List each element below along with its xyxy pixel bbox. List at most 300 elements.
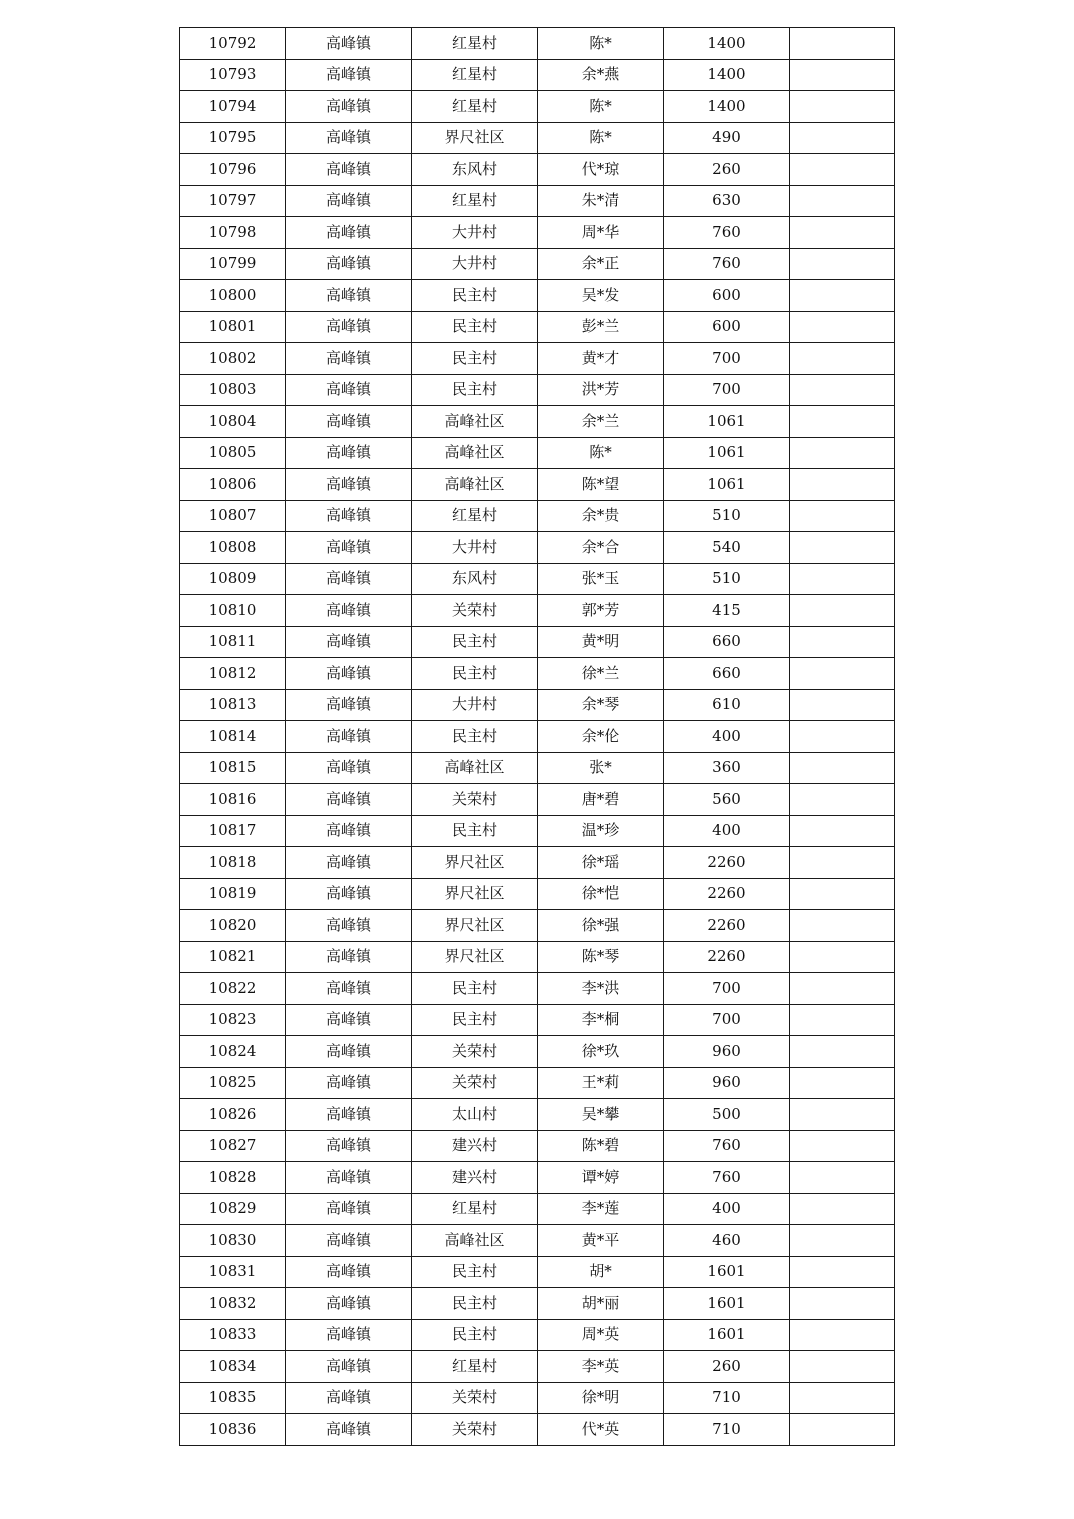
town-cell: 高峰镇 [286,752,412,784]
name-cell: 徐*恺 [538,878,664,910]
amount-cell: 1400 [664,59,790,91]
note-cell [790,248,895,280]
note-cell [790,847,895,879]
table-row [180,248,895,280]
town-cell: 高峰镇 [286,658,412,690]
note-cell [790,941,895,973]
note-cell [790,154,895,186]
table-row [180,658,895,690]
table-row [180,437,895,469]
name-cell: 李*莲 [538,1193,664,1225]
name-cell: 陈*琴 [538,941,664,973]
record-number-cell: 10817 [180,815,286,847]
village-cell: 高峰社区 [412,1225,538,1257]
note-cell [790,689,895,721]
town-cell: 高峰镇 [286,1382,412,1414]
record-number-cell: 10827 [180,1130,286,1162]
note-cell [790,185,895,217]
table-row [180,910,895,942]
town-cell: 高峰镇 [286,847,412,879]
amount-cell: 1061 [664,406,790,438]
amount-cell: 510 [664,500,790,532]
record-number-cell: 10832 [180,1288,286,1320]
note-cell [790,374,895,406]
name-cell: 徐*明 [538,1382,664,1414]
table-row [180,689,895,721]
name-cell: 余*贵 [538,500,664,532]
name-cell: 吴*攀 [538,1099,664,1131]
note-cell [790,1288,895,1320]
note-cell [790,1382,895,1414]
note-cell [790,532,895,564]
table-row [180,1288,895,1320]
record-number-cell: 10829 [180,1193,286,1225]
amount-cell: 1601 [664,1319,790,1351]
note-cell [790,91,895,123]
amount-cell: 2260 [664,847,790,879]
table-row [180,1256,895,1288]
name-cell: 代*英 [538,1414,664,1446]
amount-cell: 260 [664,154,790,186]
record-number-cell: 10798 [180,217,286,249]
note-cell [790,1351,895,1383]
town-cell: 高峰镇 [286,1130,412,1162]
amount-cell: 1061 [664,469,790,501]
amount-cell: 2260 [664,910,790,942]
village-cell: 东风村 [412,154,538,186]
name-cell: 余*兰 [538,406,664,438]
name-cell: 郭*芳 [538,595,664,627]
note-cell [790,973,895,1005]
amount-cell: 600 [664,311,790,343]
amount-cell: 1400 [664,91,790,123]
record-number-cell: 10807 [180,500,286,532]
name-cell: 李*英 [538,1351,664,1383]
village-cell: 关荣村 [412,1067,538,1099]
name-cell: 黄*明 [538,626,664,658]
note-cell [790,1036,895,1068]
record-number-cell: 10826 [180,1099,286,1131]
table-row [180,1099,895,1131]
amount-cell: 960 [664,1036,790,1068]
record-number-cell: 10803 [180,374,286,406]
village-cell: 关荣村 [412,595,538,627]
name-cell: 徐*兰 [538,658,664,690]
record-number-cell: 10792 [180,28,286,60]
record-number-cell: 10794 [180,91,286,123]
town-cell: 高峰镇 [286,1319,412,1351]
record-number-cell: 10823 [180,1004,286,1036]
name-cell: 朱*清 [538,185,664,217]
note-cell [790,28,895,60]
amount-cell: 510 [664,563,790,595]
record-number-cell: 10795 [180,122,286,154]
town-cell: 高峰镇 [286,1193,412,1225]
name-cell: 余*伦 [538,721,664,753]
village-cell: 大井村 [412,689,538,721]
table-row [180,91,895,123]
village-cell: 民主村 [412,1319,538,1351]
record-number-cell: 10821 [180,941,286,973]
name-cell: 李*洪 [538,973,664,1005]
name-cell: 王*莉 [538,1067,664,1099]
record-number-cell: 10828 [180,1162,286,1194]
table-row [180,217,895,249]
record-number-cell: 10819 [180,878,286,910]
note-cell [790,311,895,343]
record-number-cell: 10800 [180,280,286,312]
town-cell: 高峰镇 [286,311,412,343]
town-cell: 高峰镇 [286,1225,412,1257]
note-cell [790,721,895,753]
table-row [180,154,895,186]
table-row [180,626,895,658]
note-cell [790,784,895,816]
name-cell: 唐*碧 [538,784,664,816]
record-number-cell: 10796 [180,154,286,186]
town-cell: 高峰镇 [286,1256,412,1288]
amount-cell: 400 [664,815,790,847]
town-cell: 高峰镇 [286,532,412,564]
table-row [180,1067,895,1099]
table-row [180,343,895,375]
record-number-cell: 10830 [180,1225,286,1257]
name-cell: 黄*平 [538,1225,664,1257]
amount-cell: 500 [664,1099,790,1131]
table-row [180,973,895,1005]
village-cell: 关荣村 [412,1382,538,1414]
amount-cell: 760 [664,1162,790,1194]
table-row [180,721,895,753]
record-number-cell: 10818 [180,847,286,879]
name-cell: 徐*瑶 [538,847,664,879]
amount-cell: 610 [664,689,790,721]
name-cell: 陈*望 [538,469,664,501]
village-cell: 建兴村 [412,1162,538,1194]
note-cell [790,1162,895,1194]
village-cell: 界尺社区 [412,122,538,154]
record-number-cell: 10820 [180,910,286,942]
record-number-cell: 10810 [180,595,286,627]
table-row [180,1193,895,1225]
record-number-cell: 10813 [180,689,286,721]
table-row [180,406,895,438]
village-cell: 关荣村 [412,1036,538,1068]
town-cell: 高峰镇 [286,248,412,280]
table-row [180,1130,895,1162]
note-cell [790,658,895,690]
town-cell: 高峰镇 [286,28,412,60]
village-cell: 界尺社区 [412,878,538,910]
village-cell: 大井村 [412,248,538,280]
village-cell: 红星村 [412,28,538,60]
name-cell: 吴*发 [538,280,664,312]
town-cell: 高峰镇 [286,154,412,186]
amount-cell: 360 [664,752,790,784]
name-cell: 陈*碧 [538,1130,664,1162]
amount-cell: 960 [664,1067,790,1099]
amount-cell: 760 [664,248,790,280]
name-cell: 余*正 [538,248,664,280]
village-cell: 民主村 [412,280,538,312]
amount-cell: 700 [664,374,790,406]
amount-cell: 540 [664,532,790,564]
village-cell: 大井村 [412,532,538,564]
table-row [180,847,895,879]
amount-cell: 1061 [664,437,790,469]
record-number-cell: 10804 [180,406,286,438]
village-cell: 民主村 [412,311,538,343]
village-cell: 民主村 [412,626,538,658]
amount-cell: 2260 [664,941,790,973]
village-cell: 红星村 [412,1193,538,1225]
town-cell: 高峰镇 [286,1288,412,1320]
town-cell: 高峰镇 [286,437,412,469]
table-row [180,374,895,406]
table-row [180,1382,895,1414]
note-cell [790,1414,895,1446]
note-cell [790,217,895,249]
note-cell [790,437,895,469]
record-number-cell: 10822 [180,973,286,1005]
table-row [180,59,895,91]
town-cell: 高峰镇 [286,910,412,942]
record-number-cell: 10802 [180,343,286,375]
town-cell: 高峰镇 [286,595,412,627]
name-cell: 李*桐 [538,1004,664,1036]
note-cell [790,500,895,532]
record-number-cell: 10834 [180,1351,286,1383]
town-cell: 高峰镇 [286,1067,412,1099]
name-cell: 周*华 [538,217,664,249]
village-cell: 红星村 [412,59,538,91]
note-cell [790,59,895,91]
village-cell: 高峰社区 [412,752,538,784]
record-number-cell: 10811 [180,626,286,658]
note-cell [790,406,895,438]
note-cell [790,1256,895,1288]
town-cell: 高峰镇 [286,122,412,154]
village-cell: 民主村 [412,343,538,375]
name-cell: 周*英 [538,1319,664,1351]
table-row [180,815,895,847]
note-cell [790,1193,895,1225]
record-number-cell: 10824 [180,1036,286,1068]
town-cell: 高峰镇 [286,1162,412,1194]
table-row [180,122,895,154]
town-cell: 高峰镇 [286,343,412,375]
amount-cell: 260 [664,1351,790,1383]
town-cell: 高峰镇 [286,217,412,249]
town-cell: 高峰镇 [286,563,412,595]
name-cell: 陈* [538,91,664,123]
village-cell: 民主村 [412,1288,538,1320]
table-body [180,28,895,1446]
table-row [180,185,895,217]
amount-cell: 415 [664,595,790,627]
data-table [179,27,895,1446]
name-cell: 余*合 [538,532,664,564]
town-cell: 高峰镇 [286,815,412,847]
village-cell: 高峰社区 [412,406,538,438]
table-row [180,784,895,816]
table-row [180,1414,895,1446]
table-row [180,1319,895,1351]
amount-cell: 630 [664,185,790,217]
village-cell: 太山村 [412,1099,538,1131]
record-number-cell: 10825 [180,1067,286,1099]
table-row [180,1351,895,1383]
village-cell: 东风村 [412,563,538,595]
table-row [180,532,895,564]
note-cell [790,280,895,312]
record-number-cell: 10835 [180,1382,286,1414]
amount-cell: 1601 [664,1288,790,1320]
village-cell: 民主村 [412,658,538,690]
note-cell [790,1130,895,1162]
name-cell: 陈* [538,122,664,154]
town-cell: 高峰镇 [286,878,412,910]
village-cell: 关荣村 [412,784,538,816]
amount-cell: 400 [664,1193,790,1225]
table-row [180,563,895,595]
village-cell: 界尺社区 [412,847,538,879]
amount-cell: 400 [664,721,790,753]
amount-cell: 710 [664,1414,790,1446]
note-cell [790,343,895,375]
note-cell [790,1067,895,1099]
amount-cell: 2260 [664,878,790,910]
amount-cell: 700 [664,343,790,375]
amount-cell: 760 [664,217,790,249]
record-number-cell: 10816 [180,784,286,816]
village-cell: 民主村 [412,1256,538,1288]
record-number-cell: 10812 [180,658,286,690]
name-cell: 余*燕 [538,59,664,91]
town-cell: 高峰镇 [286,406,412,438]
village-cell: 界尺社区 [412,910,538,942]
name-cell: 余*琴 [538,689,664,721]
village-cell: 民主村 [412,721,538,753]
table-row [180,941,895,973]
record-number-cell: 10805 [180,437,286,469]
village-cell: 民主村 [412,815,538,847]
village-cell: 红星村 [412,500,538,532]
record-number-cell: 10799 [180,248,286,280]
table-row [180,752,895,784]
amount-cell: 760 [664,1130,790,1162]
table-row [180,1004,895,1036]
record-number-cell: 10808 [180,532,286,564]
town-cell: 高峰镇 [286,1036,412,1068]
town-cell: 高峰镇 [286,1351,412,1383]
village-cell: 红星村 [412,185,538,217]
amount-cell: 1601 [664,1256,790,1288]
name-cell: 黄*才 [538,343,664,375]
record-number-cell: 10814 [180,721,286,753]
table-row [180,878,895,910]
table-row [180,280,895,312]
name-cell: 陈* [538,28,664,60]
name-cell: 彭*兰 [538,311,664,343]
note-cell [790,122,895,154]
record-number-cell: 10815 [180,752,286,784]
town-cell: 高峰镇 [286,1099,412,1131]
note-cell [790,626,895,658]
record-number-cell: 10833 [180,1319,286,1351]
village-cell: 关荣村 [412,1414,538,1446]
record-number-cell: 10797 [180,185,286,217]
record-number-cell: 10809 [180,563,286,595]
note-cell [790,1099,895,1131]
amount-cell: 700 [664,973,790,1005]
amount-cell: 560 [664,784,790,816]
name-cell: 陈* [538,437,664,469]
town-cell: 高峰镇 [286,784,412,816]
town-cell: 高峰镇 [286,1004,412,1036]
village-cell: 建兴村 [412,1130,538,1162]
amount-cell: 710 [664,1382,790,1414]
note-cell [790,469,895,501]
record-number-cell: 10806 [180,469,286,501]
town-cell: 高峰镇 [286,500,412,532]
name-cell: 胡* [538,1256,664,1288]
amount-cell: 660 [664,626,790,658]
village-cell: 高峰社区 [412,469,538,501]
town-cell: 高峰镇 [286,469,412,501]
amount-cell: 660 [664,658,790,690]
town-cell: 高峰镇 [286,689,412,721]
village-cell: 红星村 [412,1351,538,1383]
amount-cell: 600 [664,280,790,312]
table-row [180,28,895,60]
village-cell: 高峰社区 [412,437,538,469]
village-cell: 大井村 [412,217,538,249]
village-cell: 民主村 [412,1004,538,1036]
village-cell: 界尺社区 [412,941,538,973]
town-cell: 高峰镇 [286,973,412,1005]
note-cell [790,878,895,910]
record-number-cell: 10801 [180,311,286,343]
name-cell: 张* [538,752,664,784]
village-cell: 民主村 [412,374,538,406]
note-cell [790,815,895,847]
record-number-cell: 10831 [180,1256,286,1288]
town-cell: 高峰镇 [286,626,412,658]
amount-cell: 1400 [664,28,790,60]
record-number-cell: 10836 [180,1414,286,1446]
note-cell [790,752,895,784]
table-row [180,595,895,627]
town-cell: 高峰镇 [286,374,412,406]
name-cell: 张*玉 [538,563,664,595]
record-number-cell: 10793 [180,59,286,91]
note-cell [790,563,895,595]
name-cell: 徐*强 [538,910,664,942]
town-cell: 高峰镇 [286,941,412,973]
name-cell: 洪*芳 [538,374,664,406]
amount-cell: 700 [664,1004,790,1036]
name-cell: 徐*玖 [538,1036,664,1068]
note-cell [790,1225,895,1257]
name-cell: 温*珍 [538,815,664,847]
table-row [180,500,895,532]
table-row [180,1225,895,1257]
village-cell: 民主村 [412,973,538,1005]
note-cell [790,910,895,942]
table-row [180,1162,895,1194]
town-cell: 高峰镇 [286,185,412,217]
